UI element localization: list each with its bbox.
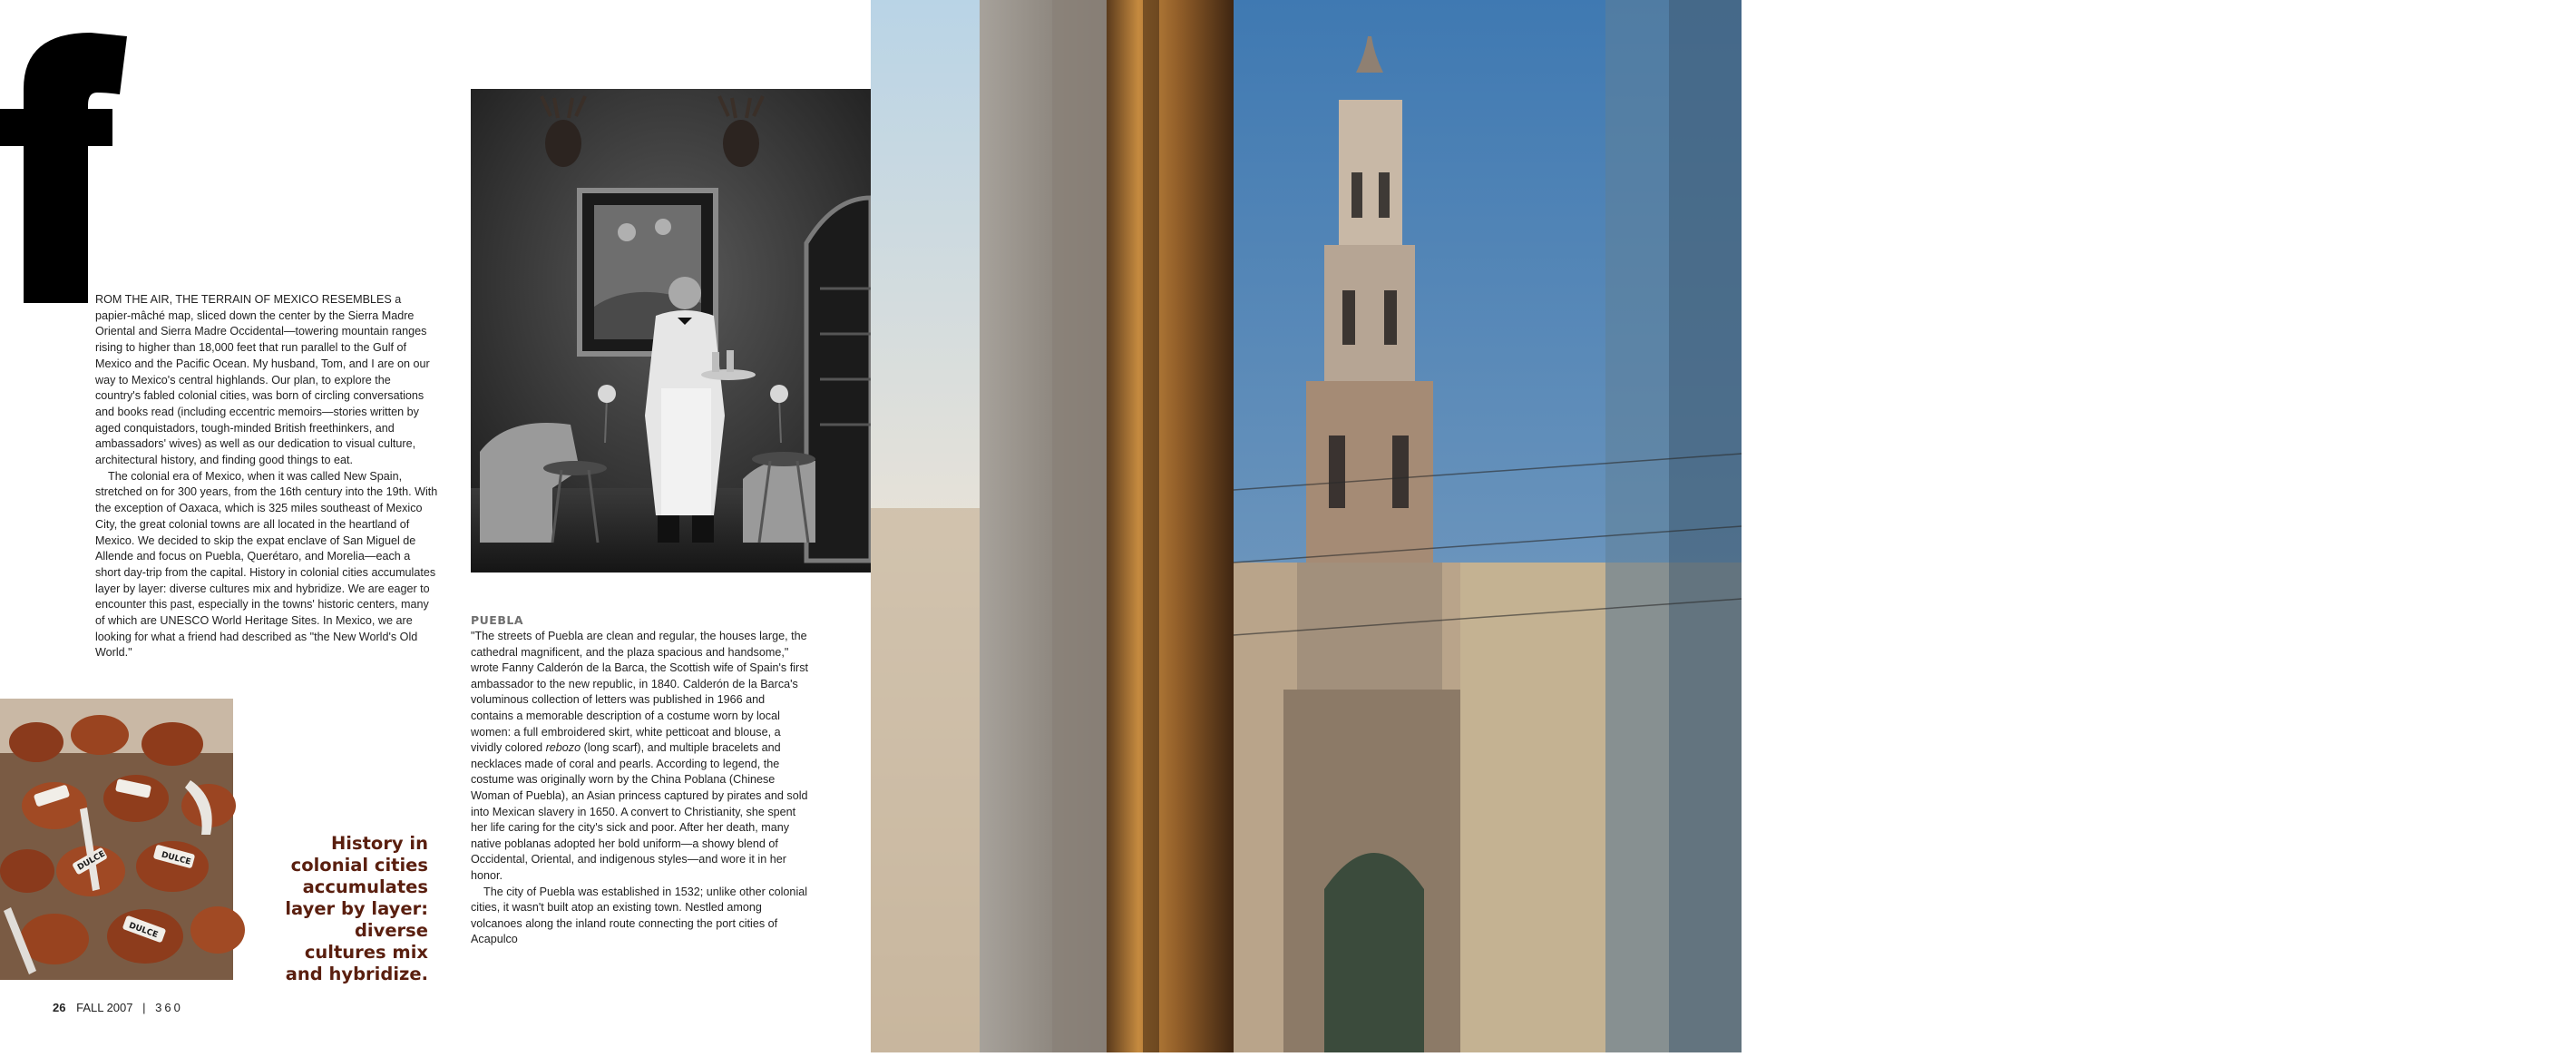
caption-text: From left: [2449,888,2505,899]
church-reflection-photo [871,0,1742,1052]
left-page [0,0,871,1052]
body-paragraph: ROM THE AIR, THE TERRAIN OF MEXICO RESEMBLES a papier-mâché map, sliced down the center by the Sierra Madre Oriental and Sierra Madre Occidental—towering mountain ranges rising to higher than 18,000 feet that run parallel to the Gulf of Mexico and the Pacific Ocean. My husband, Tom, and I are on our way to Mexico's central highlands. Our plan, to explore the country's fabled colonial cities, was born of circling conversations and books read (including eccentric memoirs—stories written by aged conquistadors, tough-minded British freethinkers, and ambassadors' wives) as well as our dedication to visual culture, architectural history, and finding good things to eat. [95,293,430,467]
caption-italic: tamarindo [2504,888,2561,899]
photo-caption [2449,887,2576,991]
footer-separator: | [142,1001,146,1014]
drop-cap-f [0,33,127,303]
body-column-left [95,292,438,661]
body-paragraph: The city of Puebla was established in 1532; unlike other colonial cities, it wasn't built atop an existing town. Nestled among volcanoes along the inland route connecting the port cities of Acapulco [471,885,808,946]
section-heading: PUEBLA [471,613,524,627]
issue-date: FALL 2007 [76,1001,133,1014]
lobby-bar-photo [471,89,871,573]
body-column-middle [471,629,808,948]
body-text-italic: rebozo [545,741,581,755]
page-footer [53,1001,183,1014]
magazine-brand: 360 [155,1001,183,1014]
body-paragraph [471,629,808,885]
body-text: "The streets of Puebla are clean and regular, the houses large, the cathedral magnificent, and the plaza spacious and handsome," wrote Fanny Calderón de la Barca, the Scottish wife of Spain's first ambassador to the new republic, in 1840. Calderón de la Barca's voluminous collection of letters was published in 1966 and contains a memorable description of a costume worn by local women: a full embroidered skirt, white petticoat and blouse, a vividly colored [471,630,809,755]
candy-label: DULCE [76,849,107,873]
caption-text: paste at the Museo del Dulce in Morelia; the ornate lobby bar at La Casa de la Marquesa; Querétaro's Templo de Santa Rosa de Viterbos. [2449,901,2573,990]
right-page-photo [871,0,2573,1052]
page-number: 26 [53,1001,66,1014]
tamarindo-candy-photo [0,699,233,980]
body-paragraph: The colonial era of Mexico, when it was called New Spain, stretched on for 300 years, from the 16th century into the 19th. With the exception of Oaxaca, which is 325 miles southeast of Mexico City, the great colonial towns are all located in the heartland of Mexico. We decided to skip the expat enclave of San Miguel de Allende and focus on Puebla, Querétaro, and Morelia—each a short day-trip from the capital. History in colonial cities accumulates layer by layer: diverse cultures mix and hybridize. We are eager to encounter this past, especially in the towns' historic centers, many of which are UNESCO World Heritage Sites. In Mexico, we are looking for what a friend had described as "the New World's Old World." [95,469,438,660]
candy-label: DULCE [127,921,160,941]
body-text: (long scarf), and multiple bracelets and necklaces made of coral and pearls. According to legend, the costume was originally worn by the China Poblana (Chinese Woman of Puebla), an Asian princess captured by pirates and sold into Mexican slavery in 1650. A convert to Christianity, she spent her life caring for the city's sick and poor. After her death, many native poblanas adopted her bold uniform—a showy blend of Occidental, Oriental, and indigenous styles—and wore it in her honor. [471,741,808,882]
candy-label: DULCE [160,850,192,867]
pull-quote: History in colonial cities accumulates layer by layer: diverse cultures mix and hybridize. [285,833,428,984]
